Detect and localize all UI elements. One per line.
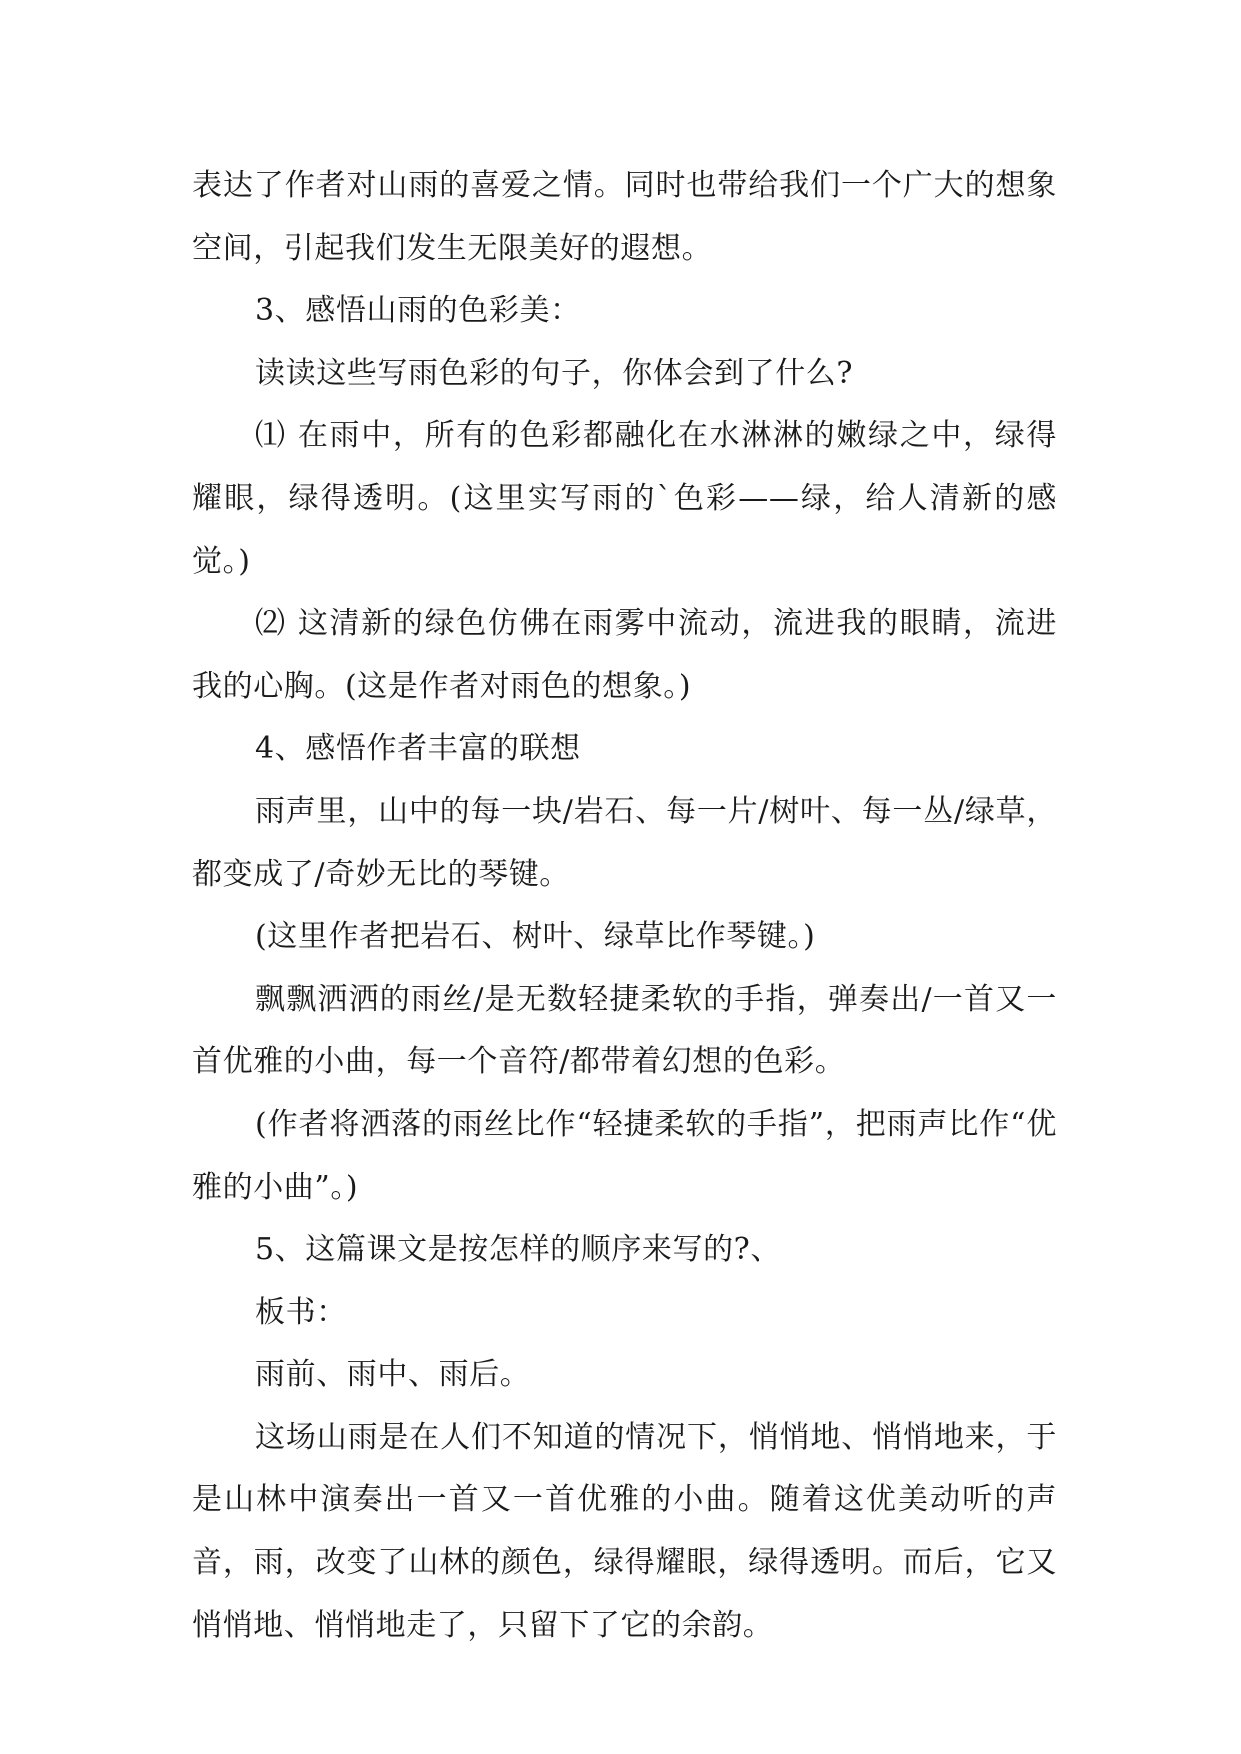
paragraph-item-1: ⑴ 在雨中，所有的色彩都融化在水淋淋的嫩绿之中，绿得耀眼，绿得透明。(这里实写雨的`色彩——绿，给人清新的感觉。) (192, 418, 1057, 579)
paragraph-question: 读读这些写雨色彩的句子，你体会到了什么? (255, 355, 854, 391)
paragraph-blackboard-label: 板书： (255, 1294, 347, 1330)
section-heading-color: 3、感悟山雨的色彩美： (255, 293, 581, 329)
paragraph-continuation: 表达了作者对山雨的喜爱之情。同时也带给我们一个广大的想象空间，引起我们发生无限美好的遐想。 (192, 168, 1057, 266)
paragraph-rain-sound: 雨声里，山中的每一块/岩石、每一片/树叶、每一丛/绿草，都变成了/奇妙无比的琴键。 (192, 793, 1057, 892)
paragraph-summary: 这场山雨是在人们不知道的情况下，悄悄地、悄悄地来，于是山林中演奏出一首又一首优雅的小曲。随着这优美动听的声音，雨，改变了山林的颜色，绿得耀眼，绿得透明。而后，它又悄悄地、悄悄地走了，只留下了它的余韵。 (192, 1419, 1057, 1643)
paragraph-blackboard-content: 雨前、雨中、雨后。 (255, 1357, 531, 1393)
section-heading-imagination: 4、感悟作者丰富的联想 (255, 731, 581, 767)
document-page (192, 155, 1057, 1657)
paragraph-note-fingers: (作者将洒落的雨丝比作“轻捷柔软的手指”，把雨声比作“优雅的小曲”。) (192, 1106, 1057, 1205)
paragraph-note-keys: (这里作者把岩石、树叶、绿草比作琴键。) (255, 919, 816, 955)
section-heading-order: 5、这篇课文是按怎样的顺序来写的?、 (255, 1232, 781, 1268)
paragraph-item-2: ⑵ 这清新的绿色仿佛在雨雾中流动，流进我的眼睛，流进我的心胸。(这是作者对雨色的想象。) (192, 606, 1057, 704)
paragraph-rain-fingers: 飘飘洒洒的雨丝/是无数轻捷柔软的手指，弹奏出/一首又一首优雅的小曲，每一个音符/都带着幻想的色彩。 (192, 981, 1057, 1080)
